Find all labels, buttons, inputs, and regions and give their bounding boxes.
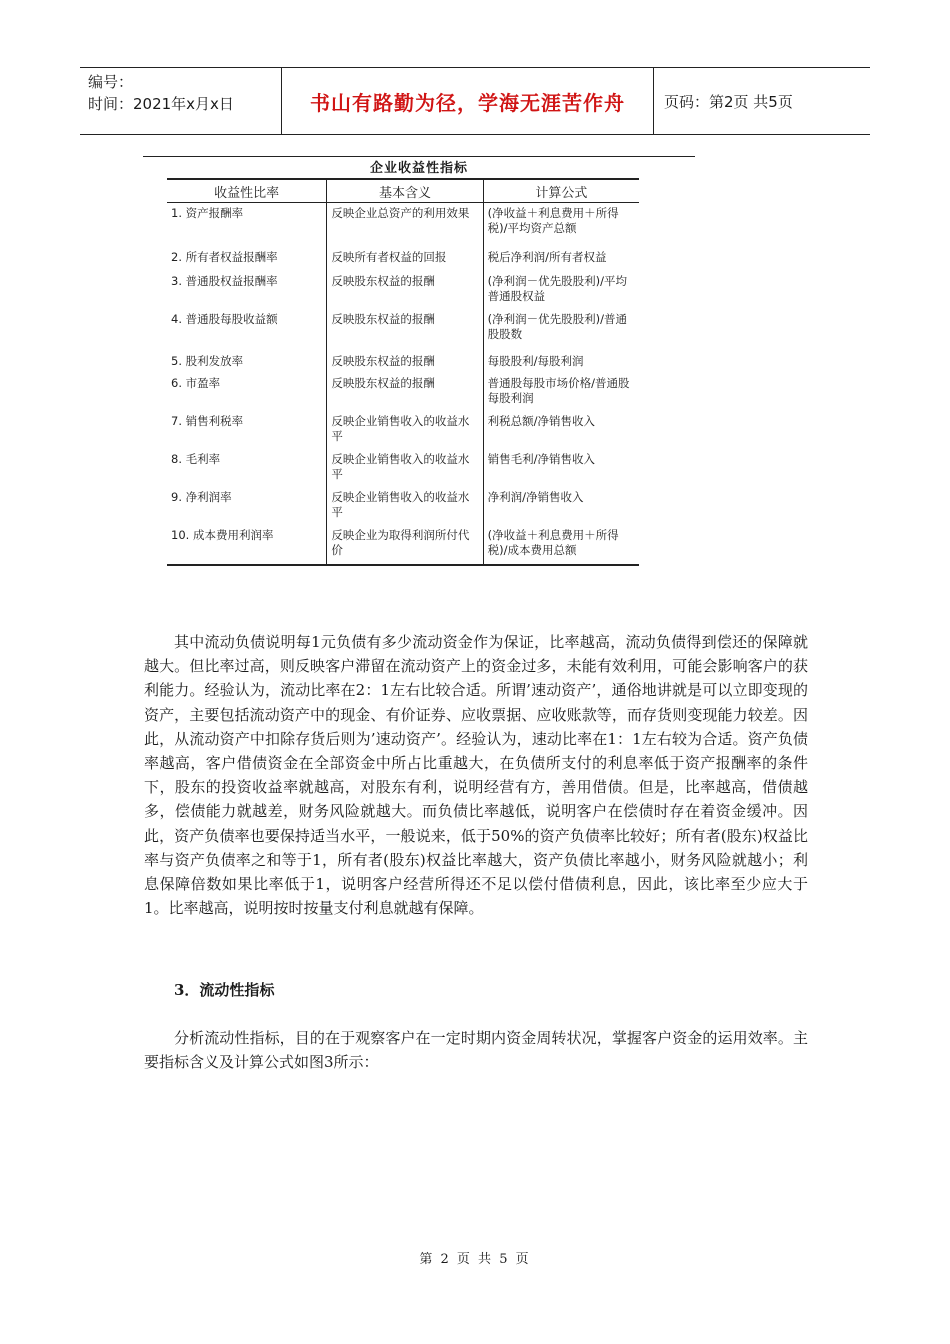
table-row bbox=[167, 411, 639, 449]
page-header bbox=[80, 67, 870, 135]
table-cell-meaning: 反映股东权益的报酬 bbox=[327, 271, 483, 309]
body-paragraph-2: 分析流动性指标，目的在于观察客户在一定时期内资金周转状况，掌握客户资金的运用效率。主要指标含义及计算公式如图3所示： bbox=[144, 1029, 808, 1072]
header-page-cell bbox=[654, 68, 870, 134]
header-number-label: 编号： bbox=[88, 73, 134, 91]
body-paragraph-1: 其中流动负债说明每1元负债有多少流动资金作为保证，比率越高，流动负债得到偿还的保障就越大。但比率过高，则反映客户滞留在流动资产上的资金过多，未能有效利用，可能会影响客户的获利能力。经验认为，流动比率在2：1左右比较合适。所谓’速动资产’，通俗地讲就是可以立即变现的资产，主要包括流动资产中的现金、有价证券、应收票据、应收账款等，而存货则变现能力较差。因此，从流动资产中扣除存货后则为’速动资产’。经验认为，速动比率在1：1左右较为合适。资产负债率越高，客户借债资金在全部资金中所占比重越大，在负债所支付的利息率低于资产报酬率的条件下，股东的投资收益率就越高，对股东有利，说明经营有方，善用借债。但是，比率越高，借债越多，偿债能力就越差，财务风险就越大。而负债比率越低，说明客户在偿债时存在着资金缓冲。因此，资产负债率也要保持适当水平，一般说来，低于50%的资产负债率比较好；所有者(股东)权益比率与资产负债率之和等于1，所有者(股东)权益比率越大，资产负债比率越小，财务风险就越小；利息保障倍数如果比率低于1，说明客户经营所得还不足以偿付借债利息，因此，该比率至少应大于1。比率越高，说明按时按量支付利息就越有保障。 bbox=[144, 633, 808, 918]
page-footer: 第 2 页 共 5 页 bbox=[419, 1252, 531, 1267]
table-title: 企业收益性指标 bbox=[369, 161, 468, 176]
table-cell-ratio: 3. 普通股权益报酬率 bbox=[171, 273, 278, 288]
table-cell-meaning: 反映企业销售收入的收益水平 bbox=[327, 449, 483, 487]
table-cell-formula: 税后净利润/所有者权益 bbox=[483, 247, 639, 271]
table-cell-formula: (净利润－优先股股利)/普通股股数 bbox=[483, 309, 639, 351]
header-motto: 书山有路勤为径，学海无涯苦作舟 bbox=[310, 90, 625, 115]
table-cell-meaning: 反映企业总资产的利用效果 bbox=[327, 203, 483, 247]
table-cell-meaning: 反映股东权益的报酬 bbox=[327, 309, 483, 351]
header-meta bbox=[80, 68, 282, 134]
table-cell-ratio: 8. 毛利率 bbox=[171, 451, 221, 466]
table-cell-meaning: 反映股东权益的报酬 bbox=[327, 373, 483, 411]
table-cell-meaning: 反映所有者权益的回报 bbox=[327, 247, 483, 271]
table-cell-formula: (净利润－优先股股利)/平均普通股权益 bbox=[483, 271, 639, 309]
table-header-formula: 计算公式 bbox=[483, 179, 639, 203]
table-cell-formula: 普通股每股市场价格/普通股每股利润 bbox=[483, 373, 639, 411]
table-row bbox=[167, 449, 639, 487]
table-cell-formula: 每股股利/每股利润 bbox=[483, 351, 639, 373]
table-cell-formula: 利税总额/净销售收入 bbox=[483, 411, 639, 449]
table-row bbox=[167, 487, 639, 525]
table-cell-ratio: 7. 销售利税率 bbox=[171, 413, 244, 428]
table-cell-formula: (净收益＋利息费用＋所得税)/成本费用总额 bbox=[483, 525, 639, 565]
header-motto-cell bbox=[282, 68, 654, 134]
table-cell-formula: 净利润/净销售收入 bbox=[483, 487, 639, 525]
table-row bbox=[167, 271, 639, 309]
table-cell-formula: 销售毛利/净销售收入 bbox=[483, 449, 639, 487]
table-cell-ratio: 9. 净利润率 bbox=[171, 489, 232, 504]
table-cell-ratio: 2. 所有者权益报酬率 bbox=[171, 249, 278, 264]
table-row bbox=[167, 373, 639, 411]
table-row bbox=[167, 351, 639, 373]
table-cell-formula: (净收益＋利息费用＋所得税)/平均资产总额 bbox=[483, 203, 639, 247]
table-cell-meaning: 反映股东权益的报酬 bbox=[327, 351, 483, 373]
table-cell-ratio: 1. 资产报酬率 bbox=[171, 206, 244, 220]
table-cell-meaning: 反映企业销售收入的收益水平 bbox=[327, 411, 483, 449]
table-header-row bbox=[167, 179, 639, 203]
table-cell-meaning: 反映企业为取得利润所付代价 bbox=[327, 525, 483, 565]
table-row bbox=[167, 525, 639, 565]
table-cell-meaning: 反映企业销售收入的收益水平 bbox=[327, 487, 483, 525]
table-row bbox=[167, 247, 639, 271]
header-date-label: 时间：2021年x月x日 bbox=[88, 95, 234, 113]
table-cell-ratio: 4. 普通股每股收益额 bbox=[171, 311, 278, 326]
section-heading: 3．流动性指标 bbox=[174, 981, 275, 999]
table-cell-ratio: 10. 成本费用利润率 bbox=[167, 525, 327, 565]
table-cell-ratio: 6. 市盈率 bbox=[171, 375, 221, 390]
table-row bbox=[167, 309, 639, 351]
table-header-meaning: 基本含义 bbox=[327, 179, 483, 203]
header-page-label: 页码：第2页 共5页 bbox=[664, 92, 793, 111]
table-header-ratio: 收益性比率 bbox=[167, 179, 327, 203]
table-row bbox=[167, 203, 639, 247]
profitability-table bbox=[167, 178, 639, 566]
table-cell-ratio: 5. 股利发放率 bbox=[171, 353, 244, 368]
